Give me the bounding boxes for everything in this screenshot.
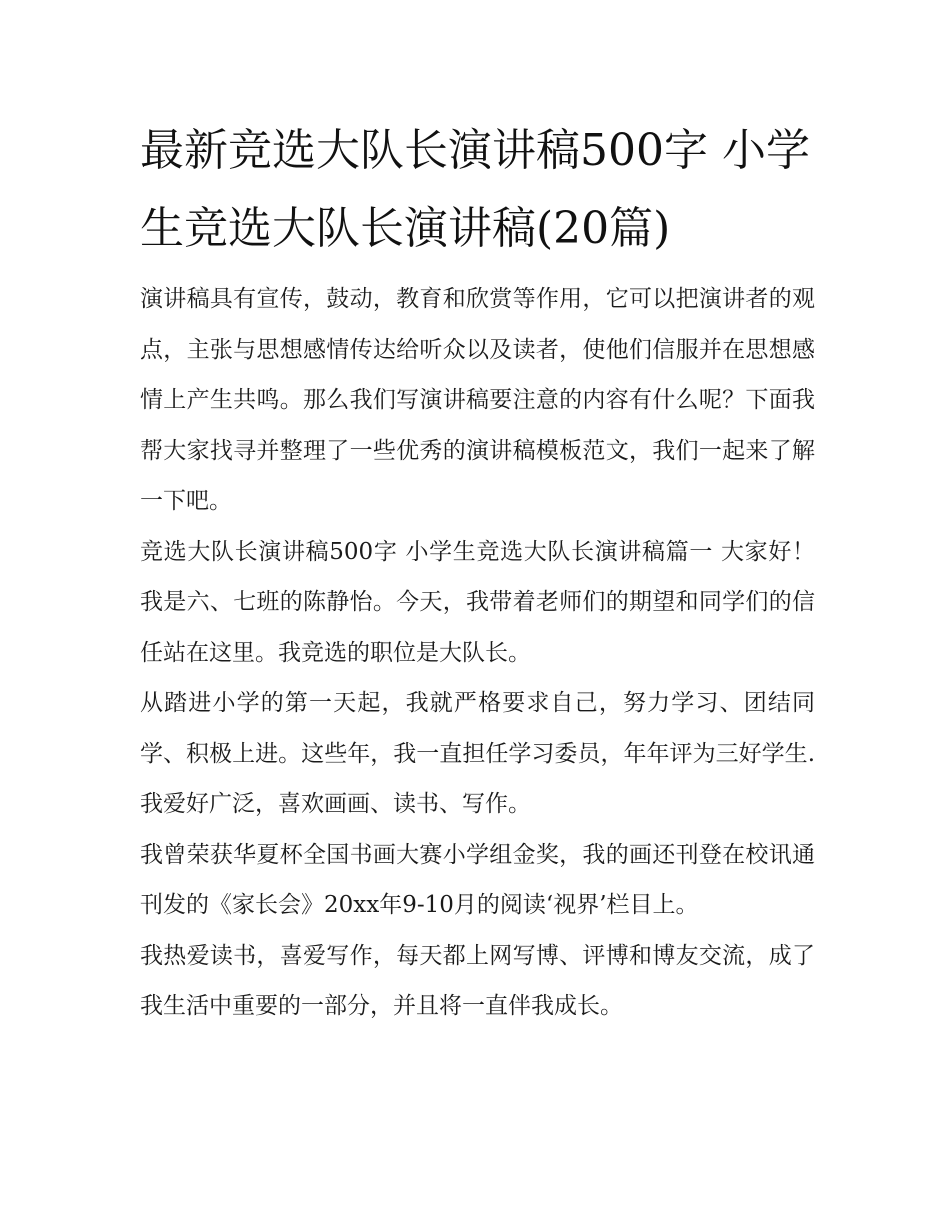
paragraph-intro: 演讲稿具有宣传，鼓动，教育和欣赏等作用，它可以把演讲者的观点，主张与思想感情传达给听众以及读者，使他们信服并在思想感情上产生共鸣。那么我们写演讲稿要注意的内容有什么呢？下面我帮大家找寻并整理了一些优秀的演讲稿模板范文，我们一起来了解一下吧。 [140,286,815,514]
paragraph-awards: 我曾荣获华夏杯全国书画大赛小学组金奖，我的画还刊登在校讯通刊发的《家长会》20xx年9-10月的阅读‘视界’栏目上。 [140,841,815,918]
paragraph-reading: 我热爱读书，喜爱写作，每天都上网写博、评博和博友交流，成了我生活中重要的一部分，并且将一直伴我成长。 [140,942,815,1019]
paragraph-background: 从踏进小学的第一天起，我就严格要求自己，努力学习、团结同学、积极上进。这些年，我一直担任学习委员，年年评为三好学生.我爱好广泛，喜欢画画、读书、写作。 [140,690,815,817]
document-title: 最新竞选大队长演讲稿500字 小学生竞选大队长演讲稿(20篇) [140,125,810,254]
paragraph-opening: 竞选大队长演讲稿500字 小学生竞选大队长演讲稿篇一 大家好！ 我是六、七班的陈静怡。今天，我带着老师们的期望和同学们的信任站在这里。我竞选的职位是大队长。 [140,538,815,666]
document-body [140,112,815,1032]
